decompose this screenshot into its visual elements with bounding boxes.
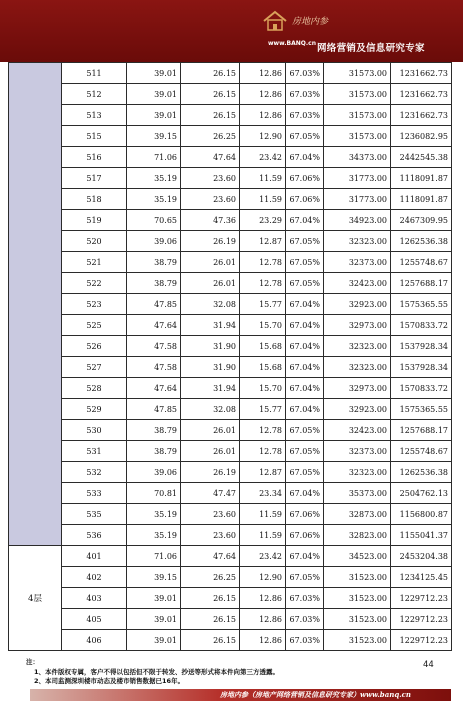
ratio-cell: 67.03%	[286, 609, 324, 630]
total-price-cell: 1255748.67	[391, 441, 452, 462]
unit-price-cell: 31523.00	[324, 567, 391, 588]
unit-price-cell: 34923.00	[324, 210, 391, 231]
table-row	[9, 399, 452, 420]
ratio-cell: 67.03%	[286, 105, 324, 126]
ratio-cell: 67.04%	[286, 483, 324, 504]
table-row	[9, 357, 452, 378]
room-number-cell: 527	[62, 357, 127, 378]
room-number-cell: 518	[62, 189, 127, 210]
logo-script-text: 房地内参	[292, 17, 329, 27]
shared-area-cell: 12.86	[240, 609, 286, 630]
ratio-cell: 67.04%	[286, 315, 324, 336]
area-cell: 38.79	[127, 252, 181, 273]
table-row	[9, 147, 452, 168]
area-cell: 71.06	[127, 147, 181, 168]
area-cell: 70.65	[127, 210, 181, 231]
unit-price-cell: 32973.00	[324, 315, 391, 336]
total-price-cell: 1229712.23	[391, 630, 452, 651]
unit-price-cell: 32973.00	[324, 378, 391, 399]
table-row	[9, 441, 452, 462]
inner-area-cell: 23.60	[181, 504, 240, 525]
ratio-cell: 67.03%	[286, 588, 324, 609]
ratio-cell: 67.04%	[286, 147, 324, 168]
ratio-cell: 67.04%	[286, 546, 324, 567]
shared-area-cell: 15.77	[240, 399, 286, 420]
inner-area-cell: 23.60	[181, 189, 240, 210]
house-logo-icon	[262, 10, 288, 32]
room-number-cell: 402	[62, 567, 127, 588]
unit-price-cell: 32423.00	[324, 420, 391, 441]
total-price-cell: 1570833.72	[391, 315, 452, 336]
ratio-cell: 67.05%	[286, 126, 324, 147]
area-cell: 39.01	[127, 105, 181, 126]
inner-area-cell: 26.19	[181, 231, 240, 252]
table-row	[9, 294, 452, 315]
room-number-cell: 519	[62, 210, 127, 231]
shared-area-cell: 12.86	[240, 105, 286, 126]
unit-price-cell: 31773.00	[324, 189, 391, 210]
unit-price-cell: 32923.00	[324, 294, 391, 315]
inner-area-cell: 23.60	[181, 525, 240, 546]
room-number-cell: 532	[62, 462, 127, 483]
room-number-cell: 515	[62, 126, 127, 147]
area-cell: 70.81	[127, 483, 181, 504]
header-banner	[0, 0, 463, 62]
shared-area-cell: 12.78	[240, 441, 286, 462]
ratio-cell: 67.05%	[286, 441, 324, 462]
inner-area-cell: 26.15	[181, 588, 240, 609]
shared-area-cell: 12.78	[240, 273, 286, 294]
area-cell: 47.58	[127, 357, 181, 378]
shared-area-cell: 23.29	[240, 210, 286, 231]
table-row	[9, 252, 452, 273]
table-row	[9, 273, 452, 294]
total-price-cell: 1234125.45	[391, 567, 452, 588]
room-number-cell: 512	[62, 84, 127, 105]
inner-area-cell: 26.01	[181, 273, 240, 294]
ratio-cell: 67.06%	[286, 189, 324, 210]
shared-area-cell: 12.78	[240, 252, 286, 273]
floor-label-4: 4层	[9, 546, 62, 651]
total-price-cell: 1262536.38	[391, 231, 452, 252]
table-row	[9, 483, 452, 504]
unit-price-cell: 34523.00	[324, 546, 391, 567]
table-row	[9, 168, 452, 189]
shared-area-cell: 15.68	[240, 336, 286, 357]
inner-area-cell: 26.15	[181, 105, 240, 126]
total-price-cell: 1257688.17	[391, 273, 452, 294]
ratio-cell: 67.05%	[286, 273, 324, 294]
total-price-cell: 1118091.87	[391, 189, 452, 210]
room-number-cell: 513	[62, 105, 127, 126]
unit-price-cell: 31523.00	[324, 588, 391, 609]
unit-price-cell: 31573.00	[324, 63, 391, 84]
ratio-cell: 67.05%	[286, 231, 324, 252]
unit-price-cell: 31573.00	[324, 105, 391, 126]
table-row	[9, 546, 452, 567]
ratio-cell: 67.06%	[286, 168, 324, 189]
inner-area-cell: 26.15	[181, 630, 240, 651]
room-number-cell: 533	[62, 483, 127, 504]
area-cell: 39.01	[127, 84, 181, 105]
shared-area-cell: 15.70	[240, 315, 286, 336]
total-price-cell: 2453204.38	[391, 546, 452, 567]
ratio-cell: 67.06%	[286, 504, 324, 525]
unit-price-cell: 32923.00	[324, 399, 391, 420]
total-price-cell: 1575365.55	[391, 399, 452, 420]
room-number-cell: 526	[62, 336, 127, 357]
area-cell: 35.19	[127, 525, 181, 546]
footer-bar	[30, 689, 451, 701]
total-price-cell: 2442545.38	[391, 147, 452, 168]
unit-price-cell: 32323.00	[324, 462, 391, 483]
total-price-cell: 1575365.55	[391, 294, 452, 315]
unit-price-cell: 31523.00	[324, 630, 391, 651]
header-title: 网络营销及信息研究专家	[317, 43, 425, 54]
ratio-cell: 67.04%	[286, 210, 324, 231]
room-number-cell: 535	[62, 504, 127, 525]
total-price-cell: 1231662.73	[391, 84, 452, 105]
room-number-cell: 536	[62, 525, 127, 546]
room-number-cell: 521	[62, 252, 127, 273]
shared-area-cell: 15.77	[240, 294, 286, 315]
table-row	[9, 504, 452, 525]
area-cell: 47.85	[127, 399, 181, 420]
shared-area-cell: 11.59	[240, 168, 286, 189]
shared-area-cell: 23.34	[240, 483, 286, 504]
shared-area-cell: 12.87	[240, 462, 286, 483]
total-price-cell: 2504762.13	[391, 483, 452, 504]
inner-area-cell: 47.64	[181, 546, 240, 567]
unit-price-cell: 32323.00	[324, 336, 391, 357]
shared-area-cell: 15.68	[240, 357, 286, 378]
table-row	[9, 126, 452, 147]
total-price-cell: 2467309.95	[391, 210, 452, 231]
table-row	[9, 315, 452, 336]
table-row	[9, 420, 452, 441]
ratio-cell: 67.03%	[286, 84, 324, 105]
total-price-cell: 1255748.67	[391, 252, 452, 273]
room-number-cell: 520	[62, 231, 127, 252]
table-row	[9, 525, 452, 546]
unit-price-cell: 32423.00	[324, 273, 391, 294]
unit-price-cell: 32823.00	[324, 525, 391, 546]
total-price-cell: 1231662.73	[391, 63, 452, 84]
table-row	[9, 630, 452, 651]
room-number-cell: 517	[62, 168, 127, 189]
shared-area-cell: 11.59	[240, 504, 286, 525]
inner-area-cell: 26.25	[181, 567, 240, 588]
area-cell: 39.01	[127, 588, 181, 609]
area-cell: 39.01	[127, 63, 181, 84]
area-cell: 38.79	[127, 273, 181, 294]
area-cell: 39.15	[127, 126, 181, 147]
inner-area-cell: 26.15	[181, 609, 240, 630]
unit-price-cell: 31573.00	[324, 84, 391, 105]
area-cell: 35.19	[127, 189, 181, 210]
room-number-cell: 531	[62, 441, 127, 462]
total-price-cell: 1537928.34	[391, 357, 452, 378]
room-number-cell: 529	[62, 399, 127, 420]
ratio-cell: 67.05%	[286, 420, 324, 441]
inner-area-cell: 26.01	[181, 252, 240, 273]
room-number-cell: 528	[62, 378, 127, 399]
inner-area-cell: 26.25	[181, 126, 240, 147]
area-cell: 39.15	[127, 567, 181, 588]
total-price-cell: 1156800.87	[391, 504, 452, 525]
shared-area-cell: 12.86	[240, 630, 286, 651]
inner-area-cell: 23.60	[181, 168, 240, 189]
footer-text: 房地内参（房地产网络营销及信息研究专家）www.banq.cn	[220, 690, 412, 699]
table-row	[9, 105, 452, 126]
area-cell: 35.19	[127, 504, 181, 525]
area-cell: 39.06	[127, 462, 181, 483]
table-row	[9, 189, 452, 210]
inner-area-cell: 32.08	[181, 399, 240, 420]
ratio-cell: 67.05%	[286, 567, 324, 588]
shared-area-cell: 11.59	[240, 525, 286, 546]
total-price-cell: 1262536.38	[391, 462, 452, 483]
inner-area-cell: 31.90	[181, 357, 240, 378]
ratio-cell: 67.04%	[286, 336, 324, 357]
total-price-cell: 1570833.72	[391, 378, 452, 399]
inner-area-cell: 26.01	[181, 441, 240, 462]
unit-price-cell: 32873.00	[324, 504, 391, 525]
ratio-cell: 67.05%	[286, 462, 324, 483]
room-number-cell: 525	[62, 315, 127, 336]
inner-area-cell: 47.36	[181, 210, 240, 231]
price-table	[8, 62, 452, 651]
table-row	[9, 378, 452, 399]
table-row	[9, 462, 452, 483]
table-row	[9, 210, 452, 231]
table-row	[9, 84, 452, 105]
inner-area-cell: 47.64	[181, 147, 240, 168]
total-price-cell: 1537928.34	[391, 336, 452, 357]
unit-price-cell: 31773.00	[324, 168, 391, 189]
room-number-cell: 522	[62, 273, 127, 294]
note-line-1: 1、本件版权专属，客户不得以包括但不限于转发、抄送等形式将本件向第三方透露。	[34, 668, 280, 676]
ratio-cell: 67.04%	[286, 378, 324, 399]
total-price-cell: 1229712.23	[391, 588, 452, 609]
total-price-cell: 1257688.17	[391, 420, 452, 441]
table-row	[9, 336, 452, 357]
shared-area-cell: 12.90	[240, 567, 286, 588]
inner-area-cell: 26.01	[181, 420, 240, 441]
area-cell: 47.58	[127, 336, 181, 357]
total-price-cell: 1118091.87	[391, 168, 452, 189]
shared-area-cell: 12.86	[240, 588, 286, 609]
area-cell: 39.06	[127, 231, 181, 252]
unit-price-cell: 32373.00	[324, 441, 391, 462]
unit-price-cell: 35373.00	[324, 483, 391, 504]
area-cell: 38.79	[127, 420, 181, 441]
area-cell: 38.79	[127, 441, 181, 462]
inner-area-cell: 26.19	[181, 462, 240, 483]
table-row	[9, 567, 452, 588]
unit-price-cell: 32323.00	[324, 357, 391, 378]
total-price-cell: 1231662.73	[391, 105, 452, 126]
inner-area-cell: 31.94	[181, 378, 240, 399]
unit-price-cell: 32373.00	[324, 252, 391, 273]
inner-area-cell: 32.08	[181, 294, 240, 315]
shared-area-cell: 12.90	[240, 126, 286, 147]
area-cell: 35.19	[127, 168, 181, 189]
total-price-cell: 1229712.23	[391, 609, 452, 630]
ratio-cell: 67.03%	[286, 63, 324, 84]
room-number-cell: 516	[62, 147, 127, 168]
shared-area-cell: 12.86	[240, 84, 286, 105]
inner-area-cell: 31.94	[181, 315, 240, 336]
area-cell: 47.64	[127, 315, 181, 336]
total-price-cell: 1236082.95	[391, 126, 452, 147]
room-number-cell: 511	[62, 63, 127, 84]
unit-price-cell: 31573.00	[324, 126, 391, 147]
room-number-cell: 401	[62, 546, 127, 567]
shared-area-cell: 11.59	[240, 189, 286, 210]
table-row	[9, 588, 452, 609]
room-number-cell: 405	[62, 609, 127, 630]
inner-area-cell: 31.90	[181, 336, 240, 357]
ratio-cell: 67.04%	[286, 357, 324, 378]
logo-url: www.BANQ.cn	[268, 40, 316, 47]
ratio-cell: 67.04%	[286, 294, 324, 315]
page-number: 44	[423, 660, 434, 670]
unit-price-cell: 32323.00	[324, 231, 391, 252]
table-row	[9, 63, 452, 84]
shared-area-cell: 12.78	[240, 420, 286, 441]
ratio-cell: 67.03%	[286, 630, 324, 651]
room-number-cell: 530	[62, 420, 127, 441]
ratio-cell: 67.05%	[286, 252, 324, 273]
shared-area-cell: 12.86	[240, 63, 286, 84]
inner-area-cell: 26.15	[181, 84, 240, 105]
table-row	[9, 231, 452, 252]
shared-area-cell: 23.42	[240, 147, 286, 168]
table-row	[9, 609, 452, 630]
shared-area-cell: 15.70	[240, 378, 286, 399]
shared-area-cell: 12.87	[240, 231, 286, 252]
total-price-cell: 1155041.37	[391, 525, 452, 546]
area-cell: 39.01	[127, 609, 181, 630]
unit-price-cell: 34373.00	[324, 147, 391, 168]
inner-area-cell: 47.47	[181, 483, 240, 504]
area-cell: 47.85	[127, 294, 181, 315]
ratio-cell: 67.04%	[286, 399, 324, 420]
floor-cell-5	[9, 63, 62, 546]
area-cell: 39.01	[127, 630, 181, 651]
unit-price-cell: 31523.00	[324, 609, 391, 630]
area-cell: 71.06	[127, 546, 181, 567]
room-number-cell: 406	[62, 630, 127, 651]
inner-area-cell: 26.15	[181, 63, 240, 84]
note-line-2: 2、本司监测深圳楼市动态及楼市销售数据已16年。	[34, 677, 185, 685]
ratio-cell: 67.06%	[286, 525, 324, 546]
area-cell: 47.64	[127, 378, 181, 399]
room-number-cell: 523	[62, 294, 127, 315]
notes-label: 注：	[26, 658, 39, 666]
shared-area-cell: 23.42	[240, 546, 286, 567]
room-number-cell: 403	[62, 588, 127, 609]
